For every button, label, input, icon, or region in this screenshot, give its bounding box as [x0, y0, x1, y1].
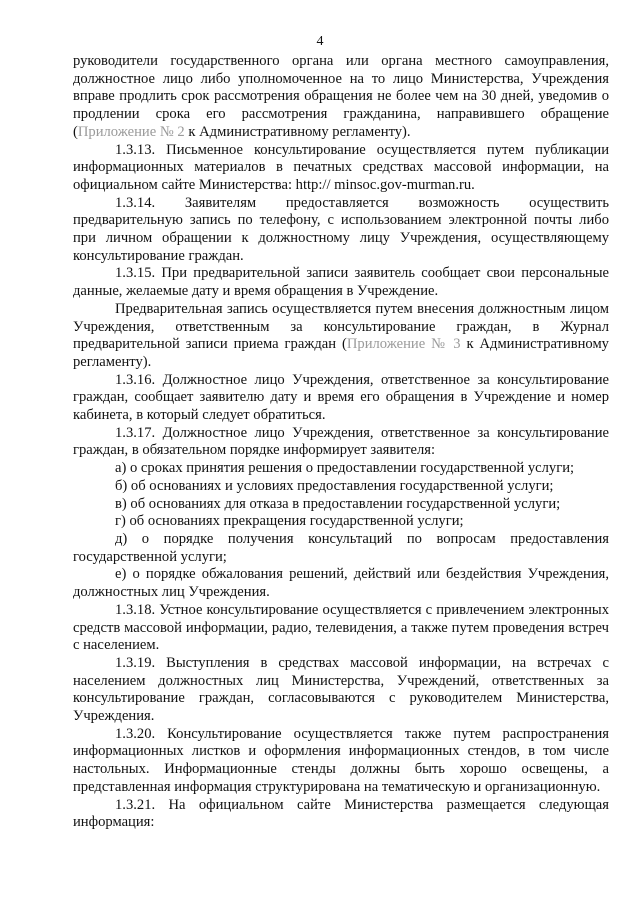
paragraph-1-3-18: 1.3.18. Устное консультирование осуществляется с привлечением электронных средств массовой информации, радио, телевидения, а также путем проведения встреч с населением. — [73, 601, 609, 654]
paragraph-text: руководители государственного органа или органа местного самоуправления, должностное лицо либо уполномоченное на то лицо Министерства, Учреждения вправе продлить срок рассмотрения обращения не более чем на 30 дней, уведомив о продлении срока его рассмотрения гражданина, направившего обращение ( — [73, 53, 609, 140]
paragraph-1-3-19: 1.3.19. Выступления в средствах массовой информации, на встречах с населением должностных лиц Министерства, Учреждений, ответственных за консультирование граждан, согласовываются с руководителем Министерства, Учреждения. — [73, 654, 609, 725]
list-item-d: д) о порядке получения консультаций по вопросам предоставления государственной услуги; — [73, 530, 609, 565]
page-number: 4 — [316, 34, 324, 49]
paragraph-1-3-13: 1.3.13. Письменное консультирование осуществляется путем публикации информационных материалов в печатных средствах массовой информации, на официальном сайте Министерства: http:// minsoc.gov-murman.ru. — [73, 141, 609, 193]
document-body — [73, 53, 609, 832]
appendix-2-link[interactable]: Приложение № 2 — [77, 123, 185, 140]
paragraph-text: к Административному регламенту). — [184, 123, 411, 140]
paragraph-1-3-21: 1.3.21. На официальном сайте Министерства размещается следующая информация: — [73, 796, 609, 831]
list-item-b: б) об основаниях и условиях предоставления государственной услуги; — [115, 477, 554, 494]
paragraph-1-3-17: 1.3.17. Должностное лицо Учреждения, ответственное за консультирование граждан, в обязательном порядке информирует заявителя: — [73, 424, 609, 459]
list-item-a: а) о сроках принятия решения о предоставлении государственной услуги; — [115, 460, 575, 477]
appendix-3-link[interactable]: Приложение № 3 — [346, 336, 461, 353]
paragraph-continuation — [73, 53, 609, 142]
paragraph-1-3-20: 1.3.20. Консультирование осуществляется также путем распространения информационных листков и оформления информационных стендов, в том числе настольных. Информационные стенды должны быть хорошо освещены, а представленная информация структурирована на тематическую и организационную. — [73, 725, 609, 795]
list-item-e: е) о порядке обжалования решений, действий или бездействия Учреждения, должностных лиц Учреждения. — [73, 566, 609, 601]
paragraph-1-3-16: 1.3.16. Должностное лицо Учреждения, ответственное за консультирование граждан, сообщает заявителю дату и время его обращения в Учреждение и номер кабинета, в который следует обратиться. — [73, 371, 609, 424]
paragraph-1-3-15: 1.3.15. При предварительной записи заявитель сообщает свои персональные данные, желаемые дату и время обращения в Учреждение. — [73, 265, 609, 300]
paragraph-preliminary-record — [73, 301, 609, 372]
list-item-g: г) об основаниях прекращения государственной услуги; — [115, 513, 464, 530]
paragraph-text: к Административному регламенту). — [73, 336, 609, 370]
list-item-v: в) об основаниях для отказа в предоставлении государственной услуги; — [115, 495, 561, 512]
paragraph-text: Предварительная запись осуществляется путем внесения должностным лицом Учреждения, ответственным за консультирование граждан, в Журнал предварительной записи приема граждан ( — [73, 300, 609, 353]
paragraph-1-3-14: 1.3.14. Заявителям предоставляется возможность осуществить предварительную запись по телефону, с использованием электронной почты либо при личном обращении к должностному лицу Учреждения, осуществляющему консультирование граждан. — [73, 194, 609, 264]
